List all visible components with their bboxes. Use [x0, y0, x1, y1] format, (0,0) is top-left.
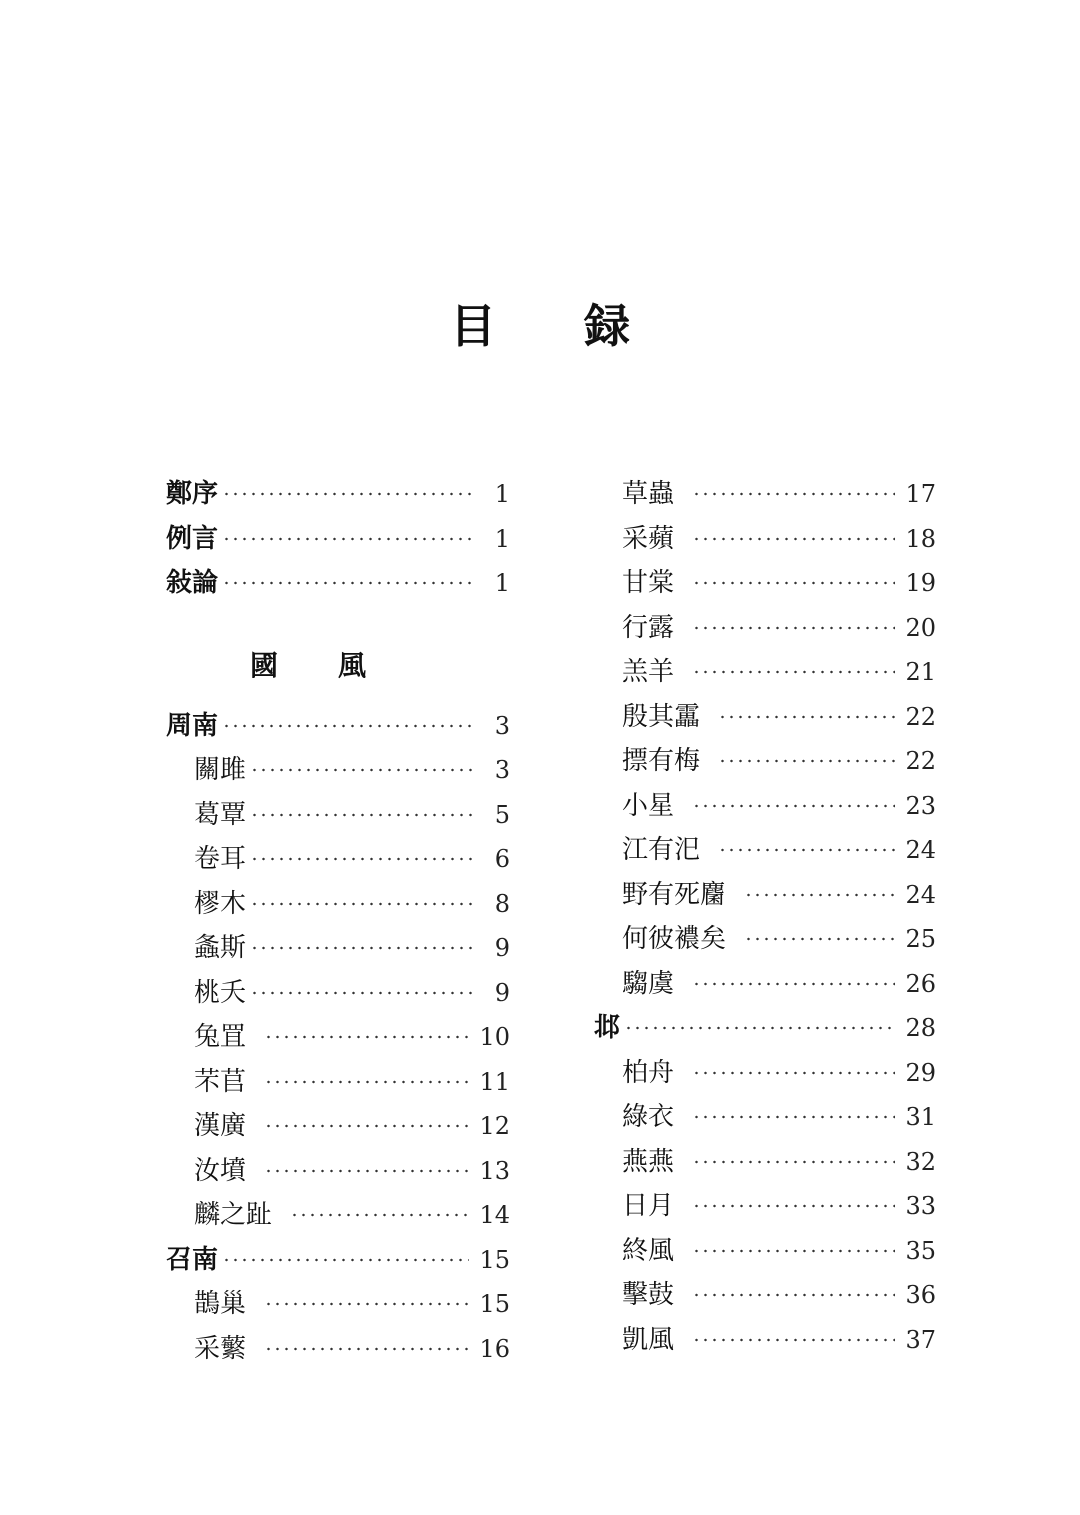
toc-entry[interactable]	[166, 793, 510, 838]
leader-dots	[222, 1257, 469, 1263]
toc-entry-page: 3	[494, 711, 510, 740]
toc-entry-title: 草蟲	[622, 479, 675, 510]
toc-entry[interactable]	[166, 1238, 510, 1283]
toc-entry[interactable]	[166, 926, 510, 971]
toc-entry-title: 敍論	[166, 568, 219, 599]
toc-entry-title: 召南	[166, 1244, 219, 1275]
leader-dots	[692, 491, 895, 497]
leader-dots	[290, 1212, 469, 1218]
toc-entry[interactable]	[166, 748, 510, 793]
leader-dots	[744, 892, 895, 898]
leader-dots	[222, 580, 474, 586]
toc-entry-title: 樛木	[194, 888, 247, 919]
toc-entry[interactable]	[594, 917, 936, 962]
toc-entry[interactable]	[594, 1229, 936, 1274]
toc-entry-title: 小星	[622, 790, 675, 821]
toc-entry-page: 11	[479, 1067, 510, 1096]
toc-entry-title: 甘棠	[622, 568, 675, 599]
leader-dots	[692, 580, 895, 586]
toc-entry-title: 汝墳	[194, 1155, 247, 1186]
toc-entry-page: 18	[905, 524, 936, 553]
toc-entry[interactable]	[166, 971, 510, 1016]
leader-dots	[692, 1070, 895, 1076]
toc-entry-page: 32	[905, 1147, 936, 1176]
toc-entry-page: 21	[905, 658, 936, 687]
toc-right-column	[594, 472, 936, 1362]
toc-entry-page: 28	[905, 1014, 936, 1043]
toc-entry[interactable]	[594, 1095, 936, 1140]
toc-entry-page: 22	[905, 747, 936, 776]
toc-entry-page: 22	[905, 702, 936, 731]
toc-entry[interactable]	[166, 472, 510, 517]
toc-entry[interactable]	[594, 828, 936, 873]
leader-dots	[692, 981, 895, 987]
toc-entry[interactable]	[166, 1149, 510, 1194]
toc-entry-title: 鵲巢	[194, 1289, 247, 1320]
toc-entry[interactable]	[166, 704, 510, 749]
toc-entry[interactable]	[594, 472, 936, 517]
toc-entry-page: 33	[905, 1192, 936, 1221]
toc-entry-title: 兔罝	[194, 1022, 247, 1053]
toc-entry[interactable]	[166, 1193, 510, 1238]
toc-entry-title: 日月	[622, 1191, 675, 1222]
toc-entry[interactable]	[594, 1273, 936, 1318]
toc-entry[interactable]	[594, 1051, 936, 1096]
toc-entry-title: 何彼襛矣	[622, 924, 727, 955]
leader-dots	[692, 536, 895, 542]
toc-entry-page: 19	[905, 569, 936, 598]
leader-dots	[718, 847, 895, 853]
leader-dots	[692, 1114, 895, 1120]
toc-entry-title: 摽有梅	[622, 746, 701, 777]
heading-char-2: 風	[338, 648, 367, 682]
toc-entry-page: 12	[479, 1112, 510, 1141]
toc-entry-title: 芣苢	[194, 1066, 247, 1097]
toc-left-column	[166, 472, 510, 1371]
leader-dots	[222, 536, 474, 542]
toc-entry[interactable]	[166, 837, 510, 882]
toc-entry-title: 殷其靁	[622, 701, 701, 732]
toc-entry-page: 24	[905, 836, 936, 865]
leader-dots	[692, 669, 895, 675]
toc-entry[interactable]	[166, 1104, 510, 1149]
section-heading-guofeng	[166, 624, 510, 704]
toc-sections	[166, 704, 510, 1372]
toc-entry[interactable]	[594, 561, 936, 606]
toc-entry-page: 23	[905, 791, 936, 820]
toc-entry-page: 3	[494, 756, 510, 785]
toc-entry-page: 35	[905, 1236, 936, 1265]
toc-front-matter	[166, 472, 510, 606]
toc-entry-page: 6	[494, 845, 510, 874]
leader-dots	[692, 1248, 895, 1254]
leader-dots	[264, 1034, 469, 1040]
leader-dots	[264, 1346, 469, 1352]
toc-entry-page: 26	[905, 969, 936, 998]
leader-dots	[264, 1079, 469, 1085]
toc-entry-title: 桃夭	[194, 977, 247, 1008]
toc-entry-page: 1	[494, 524, 510, 553]
toc-entry-title: 騶虞	[622, 968, 675, 999]
toc-entry[interactable]	[594, 962, 936, 1007]
toc-entry-page: 13	[479, 1156, 510, 1185]
toc-entries	[594, 472, 936, 1362]
leader-dots	[692, 625, 895, 631]
toc-entry-page: 24	[905, 880, 936, 909]
toc-entry-title: 卷耳	[194, 844, 247, 875]
toc-entry[interactable]	[594, 1184, 936, 1229]
toc-entry-title: 柏舟	[622, 1057, 675, 1088]
leader-dots	[264, 1123, 469, 1129]
toc-entry[interactable]	[594, 695, 936, 740]
toc-entry-page: 10	[479, 1023, 510, 1052]
leader-dots	[624, 1025, 895, 1031]
toc-entry-title: 凱風	[622, 1324, 675, 1355]
toc-entry[interactable]	[594, 739, 936, 784]
toc-entry-title: 燕燕	[622, 1146, 675, 1177]
toc-entry-title: 野有死麕	[622, 879, 727, 910]
leader-dots	[692, 1159, 895, 1165]
toc-entry[interactable]	[594, 650, 936, 695]
toc-entry-page: 16	[479, 1334, 510, 1363]
toc-entry-page: 9	[494, 978, 510, 1007]
leader-dots	[692, 803, 895, 809]
page-title	[0, 290, 1080, 356]
toc-entry[interactable]	[594, 873, 936, 918]
toc-entry[interactable]	[166, 1015, 510, 1060]
toc-entry-title: 終風	[622, 1235, 675, 1266]
leader-dots	[222, 491, 474, 497]
leader-dots	[250, 945, 474, 951]
toc-entry[interactable]	[166, 1060, 510, 1105]
leader-dots	[718, 714, 895, 720]
leader-dots	[250, 856, 474, 862]
toc-entry-title: 周南	[166, 710, 219, 741]
toc-entry-title: 采蘩	[194, 1333, 247, 1364]
leader-dots	[264, 1301, 469, 1307]
toc-entry-page: 25	[905, 925, 936, 954]
leader-dots	[692, 1203, 895, 1209]
toc-entry-title: 例言	[166, 523, 219, 554]
toc-entry[interactable]	[594, 1318, 936, 1363]
leader-dots	[718, 758, 895, 764]
toc-entry-page: 36	[905, 1281, 936, 1310]
toc-entry[interactable]	[594, 1006, 936, 1051]
toc-entry-title: 漢廣	[194, 1111, 247, 1142]
leader-dots	[692, 1292, 895, 1298]
leader-dots	[692, 1337, 895, 1343]
leader-dots	[250, 812, 474, 818]
title-char-2: 録	[584, 299, 630, 353]
toc-entry-page: 20	[905, 613, 936, 642]
toc-entry[interactable]	[594, 784, 936, 829]
toc-entry-title: 邶	[594, 1013, 621, 1044]
toc-entry-title: 采蘋	[622, 523, 675, 554]
toc-entry[interactable]	[166, 517, 510, 562]
toc-entry-title: 江有汜	[622, 835, 701, 866]
toc-entry-title: 麟之趾	[194, 1200, 273, 1231]
toc-entry[interactable]	[594, 1140, 936, 1185]
toc-entry[interactable]	[594, 517, 936, 562]
toc-entry-title: 綠衣	[622, 1102, 675, 1133]
toc-entry-page: 29	[905, 1058, 936, 1087]
title-char-1: 目	[450, 299, 496, 353]
toc-entry-page: 37	[905, 1325, 936, 1354]
toc-entry-title: 行露	[622, 612, 675, 643]
leader-dots	[250, 990, 474, 996]
leader-dots	[744, 936, 895, 942]
leader-dots	[250, 767, 474, 773]
leader-dots	[222, 723, 474, 729]
toc-entry-title: 螽斯	[194, 933, 247, 964]
toc-entry-page: 15	[479, 1290, 510, 1319]
toc-entry-title: 擊鼓	[622, 1280, 675, 1311]
toc-entry[interactable]	[166, 1282, 510, 1327]
heading-char-1: 國	[249, 648, 278, 682]
toc-entry-title: 鄭序	[166, 479, 219, 510]
toc-entry-title: 羔羊	[622, 657, 675, 688]
toc-entry-page: 31	[905, 1103, 936, 1132]
toc-entry-title: 關雎	[194, 755, 247, 786]
leader-dots	[250, 901, 474, 907]
toc-entry[interactable]	[594, 606, 936, 651]
toc-entry-page: 1	[494, 480, 510, 509]
toc-entry-page: 15	[479, 1245, 510, 1274]
toc-entry-page: 14	[479, 1201, 510, 1230]
leader-dots	[264, 1168, 469, 1174]
toc-entry[interactable]	[166, 1327, 510, 1372]
toc-entry-page: 5	[494, 800, 510, 829]
toc-entry[interactable]	[166, 561, 510, 606]
toc-entry-page: 1	[494, 569, 510, 598]
toc-entry-page: 9	[494, 934, 510, 963]
toc-entry[interactable]	[166, 882, 510, 927]
toc-entry-page: 17	[905, 480, 936, 509]
toc-entry-title: 葛覃	[194, 799, 247, 830]
toc-entry-page: 8	[494, 889, 510, 918]
